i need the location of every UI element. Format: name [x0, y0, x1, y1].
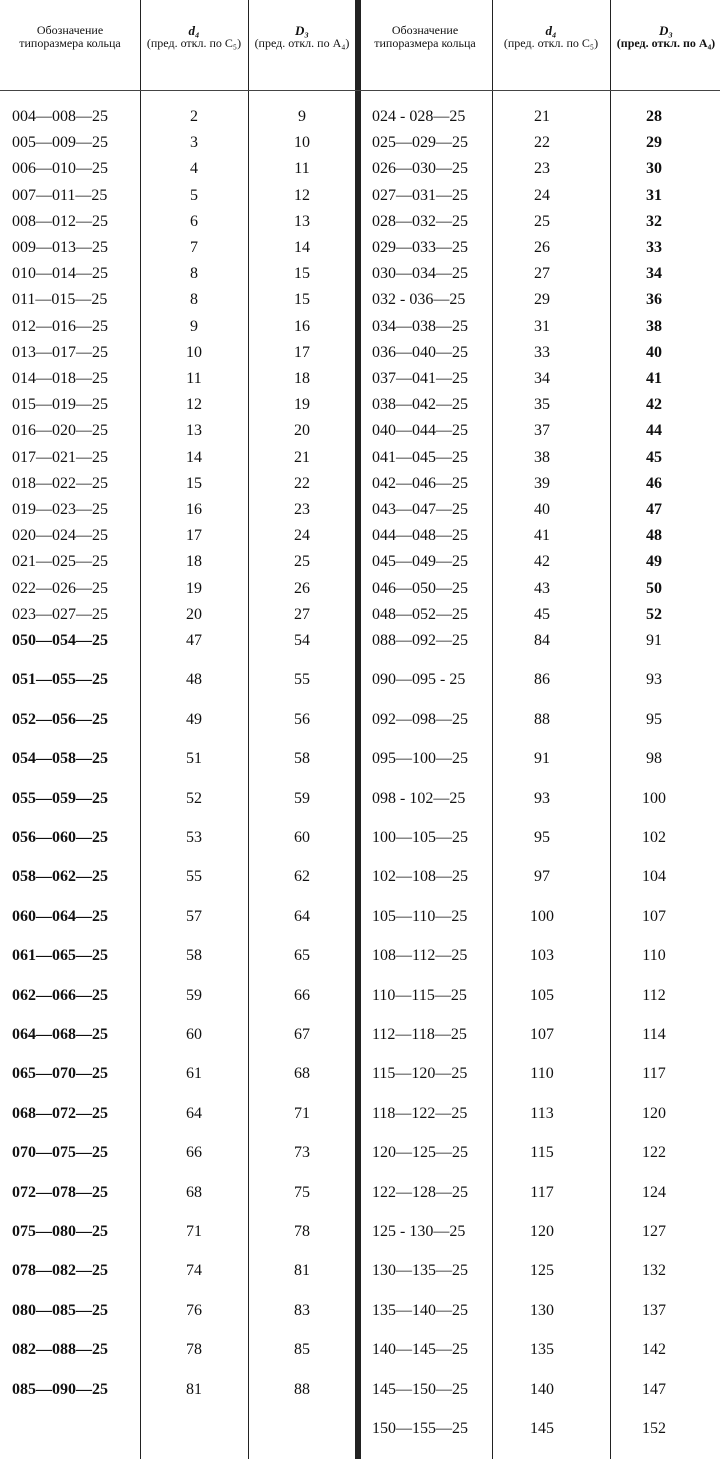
- table-cell-designation: 062—066—25: [12, 986, 108, 1004]
- table-cell-designation: 004—008—25: [12, 108, 108, 125]
- table-cell-D3: 54: [294, 632, 310, 649]
- table-cell-d4: 34: [534, 370, 550, 387]
- table-cell-D3: 22: [294, 474, 310, 492]
- table-cell-d4: 60: [186, 1026, 202, 1043]
- table-cell-D3: 47: [646, 501, 662, 518]
- column-divider: [492, 0, 493, 1459]
- table-cell-d4: 91: [534, 750, 550, 768]
- table-cell-d4: 49: [186, 710, 202, 728]
- table-cell-d4: 130: [530, 1301, 554, 1319]
- table-cell-designation: 040—044—25: [372, 422, 468, 440]
- header-code-right: [370, 24, 480, 50]
- table-cell-designation: 043—047—25: [372, 501, 468, 518]
- table-cell-D3: 20: [294, 422, 310, 440]
- table-cell-D3: 12: [294, 186, 310, 204]
- table-cell-designation: 085—090—25: [12, 1380, 108, 1398]
- table-cell-D3: 81: [294, 1262, 310, 1280]
- table-cell-D3: 27: [294, 605, 310, 623]
- table-cell-d4: 14: [186, 448, 202, 466]
- table-cell-D3: 11: [294, 160, 310, 178]
- table-cell-d4: 71: [186, 1223, 202, 1240]
- table-cell-d4: 86: [534, 671, 550, 689]
- table-cell-designation: 011—015—25: [12, 291, 108, 309]
- table-cell-d4: 51: [186, 750, 202, 768]
- table-cell-designation: 029—033—25: [372, 239, 468, 256]
- table-cell-designation: 056—060—25: [12, 829, 108, 846]
- table-cell-D3: 10: [294, 134, 310, 152]
- table-cell-D3: 152: [642, 1420, 666, 1437]
- table-cell-D3: 85: [294, 1341, 310, 1359]
- table-cell-d4: 31: [534, 317, 550, 335]
- table-cell-designation: 068—072—25: [12, 1104, 108, 1122]
- table-cell-designation: 010—014—25: [12, 265, 108, 283]
- header-code-label: Обозначение типоразмера кольца: [19, 23, 121, 50]
- header-D-tolerance: (пред. откл. по A₄): [616, 36, 716, 50]
- table-cell-d4: 41: [534, 527, 550, 545]
- table-cell-designation: 022—026—25: [12, 579, 108, 597]
- table-cell-d4: 11: [186, 370, 202, 387]
- table-cell-d4: 135: [530, 1341, 554, 1359]
- table-cell-D3: 58: [294, 750, 310, 768]
- table-cell-D3: 112: [642, 986, 666, 1004]
- table-cell-designation: 058—062—25: [12, 868, 108, 886]
- table-cell-D3: 67: [294, 1026, 310, 1043]
- table-cell-d4: 120: [530, 1223, 554, 1240]
- table-cell-d4: 24: [534, 186, 550, 204]
- table-cell-D3: 25: [294, 553, 310, 571]
- table-cell-d4: 35: [534, 396, 550, 414]
- table-cell-D3: 64: [294, 907, 310, 925]
- table-cell-d4: 93: [534, 789, 550, 807]
- table-cell-d4: 47: [186, 632, 202, 649]
- table-cell-d4: 95: [534, 829, 550, 846]
- table-cell-d4: 26: [534, 239, 550, 256]
- table-cell-D3: 16: [294, 317, 310, 335]
- table-cell-D3: 93: [646, 671, 662, 689]
- table-cell-D3: 46: [646, 474, 662, 492]
- table-cell-d4: 40: [534, 501, 550, 518]
- table-cell-D3: 142: [642, 1341, 666, 1359]
- table-cell-d4: 38: [534, 448, 550, 466]
- table-cell-designation: 060—064—25: [12, 907, 108, 925]
- table-cell-designation: 061—065—25: [12, 947, 108, 965]
- table-cell-D3: 66: [294, 986, 310, 1004]
- table-cell-D3: 65: [294, 947, 310, 965]
- table-cell-d4: 42: [534, 553, 550, 571]
- table-cell-D3: 23: [294, 501, 310, 518]
- table-cell-d4: 18: [186, 553, 202, 571]
- table-cell-designation: 041—045—25: [372, 448, 468, 466]
- table-cell-d4: 74: [186, 1262, 202, 1280]
- table-cell-designation: 065—070—25: [12, 1065, 108, 1083]
- table-cell-designation: 048—052—25: [372, 605, 468, 623]
- table-cell-designation: 045—049—25: [372, 553, 468, 571]
- table-cell-D3: 137: [642, 1301, 666, 1319]
- table-cell-designation: 105—110—25: [372, 907, 468, 925]
- table-cell-D3: 55: [294, 671, 310, 689]
- table-cell-designation: 017—021—25: [12, 448, 108, 466]
- column-divider: [140, 0, 141, 1459]
- table-cell-d4: 107: [530, 1026, 554, 1043]
- table-cell-d4: 39: [534, 474, 550, 492]
- table-cell-designation: 020—024—25: [12, 527, 108, 545]
- table-cell-designation: 036—040—25: [372, 343, 468, 361]
- table-cell-designation: 052—056—25: [12, 710, 108, 728]
- table-cell-designation: 042—046—25: [372, 474, 468, 492]
- table-cell-designation: 135—140—25: [372, 1301, 468, 1319]
- header-d-left: [145, 24, 243, 50]
- table-cell-designation: 100—105—25: [372, 829, 468, 846]
- table-cell-D3: 14: [294, 239, 310, 256]
- table-cell-D3: 36: [646, 291, 662, 309]
- table-cell-D3: 13: [294, 212, 310, 230]
- table-cell-designation: 037—041—25: [372, 370, 468, 387]
- table-cell-d4: 117: [530, 1183, 554, 1201]
- table-cell-D3: 41: [646, 370, 662, 387]
- table-cell-d4: 12: [186, 396, 202, 414]
- table-cell-designation: 051—055—25: [12, 671, 108, 689]
- table-cell-D3: 50: [646, 579, 662, 597]
- table-cell-D3: 62: [294, 868, 310, 886]
- table-cell-d4: 8: [190, 265, 198, 283]
- table-cell-designation: 110—115—25: [372, 986, 467, 1004]
- table-cell-D3: 124: [642, 1183, 666, 1201]
- table-cell-d4: 3: [190, 134, 198, 152]
- table-cell-d4: 125: [530, 1262, 554, 1280]
- table-cell-D3: 15: [294, 291, 310, 309]
- table-cell-D3: 48: [646, 527, 662, 545]
- table-cell-D3: 132: [642, 1262, 666, 1280]
- header-d-symbol: d₄: [545, 23, 557, 38]
- table-cell-D3: 32: [646, 212, 662, 230]
- table-cell-d4: 103: [530, 947, 554, 965]
- table-cell-designation: 012—016—25: [12, 317, 108, 335]
- table-cell-designation: 090—095 - 25: [372, 671, 466, 689]
- table-cell-designation: 032 - 036—25: [372, 291, 466, 309]
- table-cell-designation: 140—145—25: [372, 1341, 468, 1359]
- table-cell-D3: 28: [646, 108, 662, 125]
- table-cell-d4: 145: [530, 1420, 554, 1437]
- table-cell-designation: 023—027—25: [12, 605, 108, 623]
- table-cell-d4: 2: [190, 108, 198, 125]
- table-cell-D3: 100: [642, 789, 666, 807]
- table-cell-D3: 40: [646, 343, 662, 361]
- table-cell-designation: 112—118—25: [372, 1026, 467, 1043]
- table-cell-d4: 53: [186, 829, 202, 846]
- table-cell-D3: 88: [294, 1380, 310, 1398]
- table-cell-D3: 9: [298, 108, 306, 125]
- header-D-symbol: D₃: [659, 23, 673, 38]
- table-cell-d4: 15: [186, 474, 202, 492]
- table-cell-designation: 064—068—25: [12, 1026, 108, 1043]
- table-cell-d4: 66: [186, 1144, 202, 1162]
- table-cell-d4: 37: [534, 422, 550, 440]
- table-cell-d4: 17: [186, 527, 202, 545]
- table-cell-d4: 43: [534, 579, 550, 597]
- header-code-label: Обозначение типоразмера кольца: [374, 23, 476, 50]
- header-D-symbol: D₃: [295, 23, 309, 38]
- header-d-tolerance: (пред. откл. по C₅): [503, 36, 599, 50]
- table-cell-designation: 122—128—25: [372, 1183, 468, 1201]
- table-cell-d4: 16: [186, 501, 202, 518]
- table-cell-d4: 8: [190, 291, 198, 309]
- table-cell-D3: 19: [294, 396, 310, 414]
- table-cell-D3: 117: [642, 1065, 666, 1083]
- table-cell-D3: 122: [642, 1144, 666, 1162]
- table-cell-d4: 55: [186, 868, 202, 886]
- table-cell-d4: 29: [534, 291, 550, 309]
- table-cell-D3: 49: [646, 553, 662, 571]
- table-cell-designation: 025—029—25: [372, 134, 468, 152]
- table-cell-designation: 050—054—25: [12, 632, 108, 649]
- header-D-left: [253, 24, 351, 50]
- table-cell-designation: 072—078—25: [12, 1183, 108, 1201]
- table-cell-d4: 78: [186, 1341, 202, 1359]
- table-cell-designation: 030—034—25: [372, 265, 468, 283]
- table-cell-D3: 33: [646, 239, 662, 256]
- table-cell-D3: 102: [642, 829, 666, 846]
- table-cell-D3: 147: [642, 1380, 666, 1398]
- table-cell-designation: 102—108—25: [372, 868, 468, 886]
- table-cell-d4: 58: [186, 947, 202, 965]
- table-cell-D3: 71: [294, 1104, 310, 1122]
- table-cell-D3: 75: [294, 1183, 310, 1201]
- table-cell-designation: 015—019—25: [12, 396, 108, 414]
- table-cell-d4: 64: [186, 1104, 202, 1122]
- table-cell-d4: 52: [186, 789, 202, 807]
- table-cell-designation: 016—020—25: [12, 422, 108, 440]
- table-cell-d4: 105: [530, 986, 554, 1004]
- table-cell-designation: 007—011—25: [12, 186, 108, 204]
- table-cell-designation: 145—150—25: [372, 1380, 468, 1398]
- table-cell-D3: 120: [642, 1104, 666, 1122]
- table-cell-designation: 055—059—25: [12, 789, 108, 807]
- header-d-tolerance: (пред. откл. по C₅): [146, 36, 242, 50]
- table-cell-designation: 054—058—25: [12, 750, 108, 768]
- table-cell-D3: 29: [646, 134, 662, 152]
- table-cell-D3: 104: [642, 868, 666, 886]
- table-cell-D3: 60: [294, 829, 310, 846]
- table-cell-designation: 006—010—25: [12, 160, 108, 178]
- table-cell-designation: 038—042—25: [372, 396, 468, 414]
- column-divider-thick: [355, 0, 361, 1459]
- table-cell-d4: 19: [186, 579, 202, 597]
- table-cell-designation: 044—048—25: [372, 527, 468, 545]
- table-cell-d4: 68: [186, 1183, 202, 1201]
- table-cell-d4: 84: [534, 632, 550, 649]
- table-cell-d4: 100: [530, 907, 554, 925]
- table-cell-d4: 115: [530, 1144, 554, 1162]
- table-cell-D3: 83: [294, 1301, 310, 1319]
- table-cell-d4: 4: [190, 160, 198, 178]
- table-cell-d4: 61: [186, 1065, 202, 1083]
- table-cell-d4: 97: [534, 868, 550, 886]
- table-cell-d4: 21: [534, 108, 550, 125]
- table-cell-designation: 014—018—25: [12, 370, 108, 387]
- table-cell-D3: 31: [646, 186, 662, 204]
- header-code-left: [10, 24, 130, 50]
- table-cell-designation: 019—023—25: [12, 501, 108, 518]
- table-cell-designation: 150—155—25: [372, 1420, 468, 1437]
- table-cell-d4: 48: [186, 671, 202, 689]
- table-cell-D3: 91: [646, 632, 662, 649]
- table-cell-designation: 130—135—25: [372, 1262, 468, 1280]
- table-cell-d4: 25: [534, 212, 550, 230]
- table-cell-D3: 68: [294, 1065, 310, 1083]
- table-cell-d4: 10: [186, 343, 202, 361]
- table-cell-D3: 15: [294, 265, 310, 283]
- table-cell-designation: 026—030—25: [372, 160, 468, 178]
- table-cell-d4: 140: [530, 1380, 554, 1398]
- table-cell-designation: 115—120—25: [372, 1065, 468, 1083]
- header-D-right: [612, 24, 720, 50]
- table-cell-designation: 024 - 028—25: [372, 108, 466, 125]
- table-cell-designation: 088—092—25: [372, 632, 468, 649]
- table-cell-designation: 075—080—25: [12, 1223, 108, 1240]
- table-cell-d4: 5: [190, 186, 198, 204]
- table-cell-designation: 018—022—25: [12, 474, 108, 492]
- table-cell-D3: 52: [646, 605, 662, 623]
- table-cell-D3: 45: [646, 448, 662, 466]
- table-cell-d4: 57: [186, 907, 202, 925]
- table-cell-D3: 110: [642, 947, 666, 965]
- table-cell-designation: 009—013—25: [12, 239, 108, 256]
- table-cell-designation: 120—125—25: [372, 1144, 468, 1162]
- table-cell-designation: 078—082—25: [12, 1262, 108, 1280]
- table-cell-D3: 42: [646, 396, 662, 414]
- table-cell-d4: 45: [534, 605, 550, 623]
- column-divider: [610, 0, 611, 1459]
- header-d-right: [497, 24, 605, 50]
- table-cell-D3: 56: [294, 710, 310, 728]
- table-cell-D3: 73: [294, 1144, 310, 1162]
- header-D-tolerance: (пред. откл. по A₄): [254, 36, 350, 50]
- table-cell-designation: 082—088—25: [12, 1341, 108, 1359]
- table-cell-designation: 095—100—25: [372, 750, 468, 768]
- table-cell-D3: 38: [646, 317, 662, 335]
- table-cell-d4: 88: [534, 710, 550, 728]
- table-cell-D3: 127: [642, 1223, 666, 1240]
- table-cell-D3: 24: [294, 527, 310, 545]
- table-cell-D3: 34: [646, 265, 662, 283]
- table-cell-designation: 005—009—25: [12, 134, 108, 152]
- table-cell-d4: 110: [530, 1065, 554, 1083]
- column-divider: [248, 0, 249, 1459]
- table-cell-d4: 20: [186, 605, 202, 623]
- table-cell-d4: 27: [534, 265, 550, 283]
- table-cell-d4: 81: [186, 1380, 202, 1398]
- table-cell-d4: 33: [534, 343, 550, 361]
- table-cell-designation: 125 - 130—25: [372, 1223, 466, 1240]
- table-cell-D3: 21: [294, 448, 310, 466]
- table-cell-D3: 95: [646, 710, 662, 728]
- table-cell-d4: 7: [190, 239, 198, 256]
- table-cell-designation: 098 - 102—25: [372, 789, 466, 807]
- table-cell-D3: 17: [294, 343, 310, 361]
- table-cell-designation: 008—012—25: [12, 212, 108, 230]
- table-cell-D3: 18: [294, 370, 310, 387]
- table-cell-d4: 59: [186, 986, 202, 1004]
- table-cell-designation: 108—112—25: [372, 947, 468, 965]
- table-cell-D3: 44: [646, 422, 662, 440]
- table-cell-D3: 107: [642, 907, 666, 925]
- table-cell-D3: 30: [646, 160, 662, 178]
- table-cell-d4: 22: [534, 134, 550, 152]
- table-cell-designation: 070—075—25: [12, 1144, 108, 1162]
- table-cell-d4: 13: [186, 422, 202, 440]
- table-cell-d4: 76: [186, 1301, 202, 1319]
- table-cell-designation: 021—025—25: [12, 553, 108, 571]
- table-cell-designation: 027—031—25: [372, 186, 468, 204]
- table-cell-designation: 118—122—25: [372, 1104, 468, 1122]
- table-cell-designation: 013—017—25: [12, 343, 108, 361]
- table-cell-designation: 028—032—25: [372, 212, 468, 230]
- table-cell-designation: 034—038—25: [372, 317, 468, 335]
- table-cell-d4: 113: [530, 1104, 554, 1122]
- table-cell-designation: 080—085—25: [12, 1301, 108, 1319]
- table-cell-designation: 092—098—25: [372, 710, 468, 728]
- table-cell-D3: 114: [642, 1026, 666, 1043]
- table-cell-d4: 6: [190, 212, 198, 230]
- table-cell-D3: 78: [294, 1223, 310, 1240]
- table-cell-d4: 9: [190, 317, 198, 335]
- header-rule: [0, 90, 720, 91]
- table-cell-D3: 98: [646, 750, 662, 768]
- table-cell-D3: 26: [294, 579, 310, 597]
- table-cell-d4: 23: [534, 160, 550, 178]
- header-d-symbol: d₄: [188, 23, 200, 38]
- table-cell-D3: 59: [294, 789, 310, 807]
- table-cell-designation: 046—050—25: [372, 579, 468, 597]
